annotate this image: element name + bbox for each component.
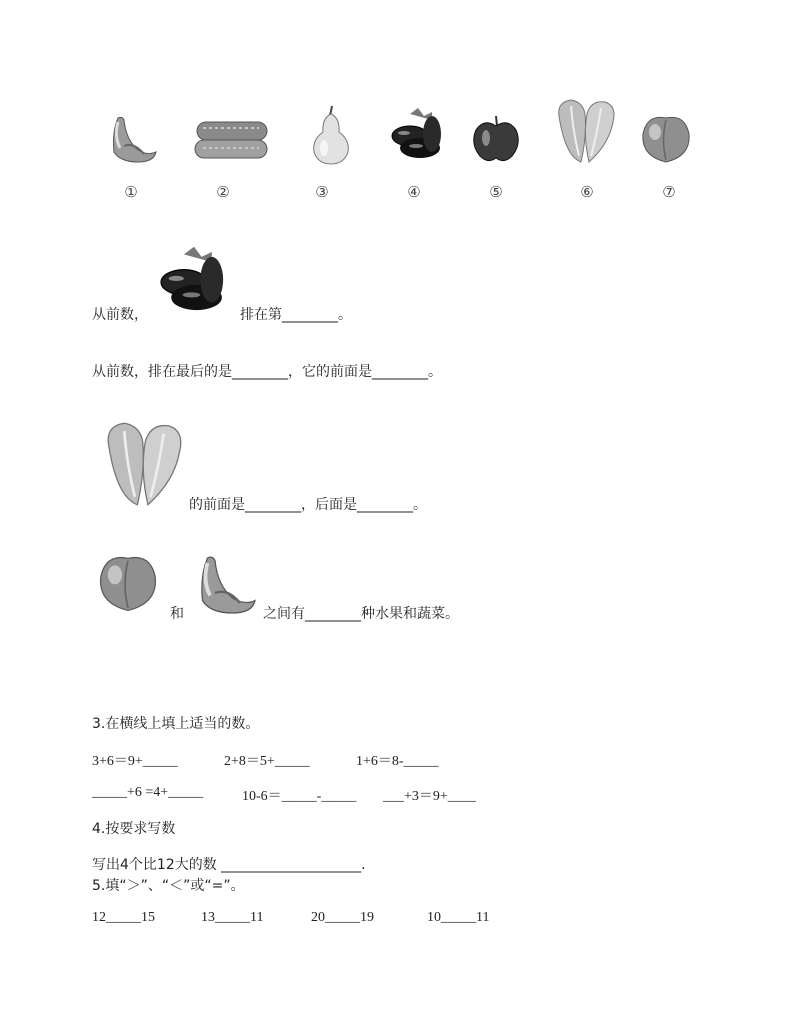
item-number-7: ⑦ bbox=[662, 183, 676, 201]
q3-suffix: 的前面是________，后面是________。 bbox=[189, 497, 427, 513]
cabbage-icon bbox=[100, 418, 188, 510]
apple-icon bbox=[470, 112, 522, 164]
banana-icon bbox=[104, 112, 160, 164]
eggplant-icon bbox=[156, 242, 232, 320]
sec3-r2-eq1: _____+6 =4+_____ bbox=[92, 785, 204, 800]
q4-and: 和 bbox=[170, 606, 184, 622]
item-number-1: ① bbox=[124, 183, 138, 201]
compare-item: 12_____15 bbox=[92, 910, 155, 925]
item-number-3: ③ bbox=[315, 183, 329, 201]
sec3-r2-eq2: 10-6＝_____-_____ bbox=[242, 789, 357, 804]
pear-icon bbox=[308, 104, 354, 166]
q4-suffix: 之间有________种水果和蔬菜。 bbox=[263, 606, 459, 622]
compare-item: 13_____11 bbox=[201, 910, 264, 925]
sec3-r1-eq3: 1+6＝8-_____ bbox=[356, 754, 439, 769]
compare-item: 20_____19 bbox=[311, 910, 374, 925]
eggplant-icon bbox=[388, 106, 448, 164]
sec3-r2-eq3: ___+3＝9+____ bbox=[383, 789, 476, 804]
peach-icon bbox=[639, 112, 693, 164]
item-number-2: ② bbox=[216, 183, 230, 201]
item-number-5: ⑤ bbox=[489, 183, 503, 201]
item-number-6: ⑥ bbox=[580, 183, 594, 201]
sec3-r1-eq2: 2+8＝5+_____ bbox=[224, 754, 310, 769]
item-number-4: ④ bbox=[407, 183, 421, 201]
q2-text: 从前数，排在最后的是________，它的前面是________。 bbox=[92, 364, 442, 380]
q1-prefix: 从前数， bbox=[92, 307, 148, 323]
section-3-title: 3.在横线上填上适当的数。 bbox=[92, 716, 260, 732]
section-4-title: 4.按要求写数 bbox=[92, 821, 176, 837]
compare-item: 10_____11 bbox=[427, 910, 490, 925]
cucumber-icon bbox=[193, 118, 273, 164]
peach-icon bbox=[96, 550, 160, 614]
banana-icon bbox=[190, 550, 260, 616]
sec3-r1-eq1: 3+6＝9+_____ bbox=[92, 754, 178, 769]
q1-suffix: 排在第________。 bbox=[240, 307, 352, 323]
cabbage-icon bbox=[553, 96, 619, 166]
section-5-title: 5.填“＞”、“＜”或“=”。 bbox=[92, 878, 245, 894]
fruit-row bbox=[0, 0, 794, 210]
section-4-line: 写出4个比12大的数 ____________________. bbox=[92, 857, 366, 873]
